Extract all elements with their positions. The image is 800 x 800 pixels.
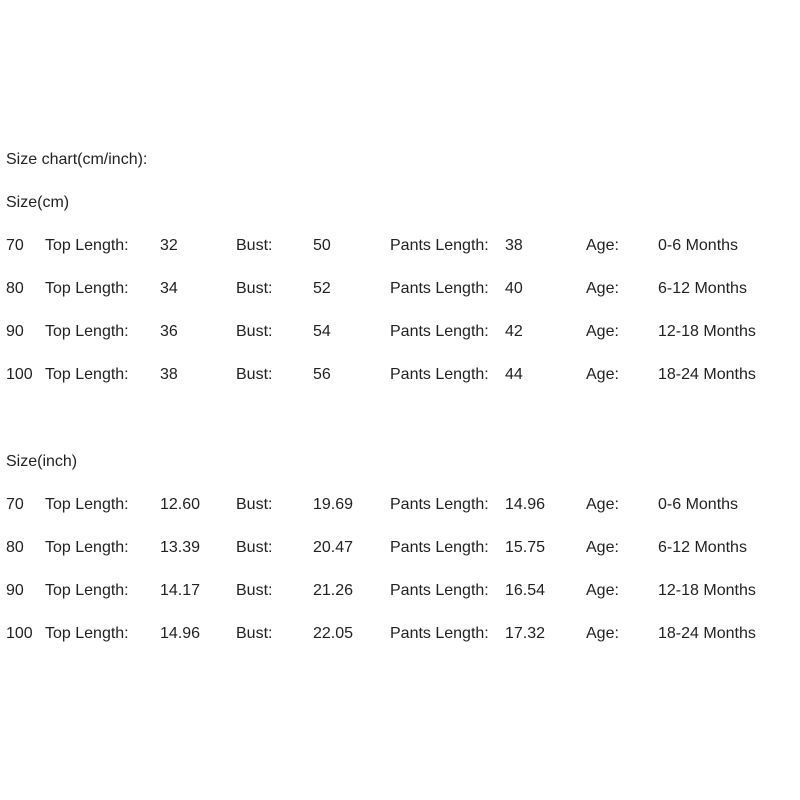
age-label: Age: [586, 496, 619, 513]
bust-label: Bust: [236, 496, 273, 513]
pants-length-value: 17.32 [505, 625, 546, 642]
table-row [0, 624, 800, 644]
top-length-label: Top Length: [45, 582, 129, 599]
bust-value: 52 [313, 280, 331, 297]
bust-label: Bust: [236, 366, 273, 383]
bust-label: Bust: [236, 323, 273, 340]
pants-length-value: 16.54 [505, 582, 546, 599]
size-value: 70 [6, 237, 24, 254]
table-row [0, 581, 800, 601]
age-label: Age: [586, 323, 619, 340]
age-value: 12-18 Months [658, 582, 756, 599]
table-row [0, 538, 800, 558]
bust-value: 56 [313, 366, 331, 383]
age-label: Age: [586, 539, 619, 556]
top-length-value: 12.60 [160, 496, 201, 513]
bust-value: 50 [313, 237, 331, 254]
pants-length-label: Pants Length: [390, 323, 489, 340]
section-heading-inch: Size(inch) [6, 453, 78, 470]
size-value: 90 [6, 323, 24, 340]
top-length-value: 36 [160, 323, 178, 340]
top-length-value: 38 [160, 366, 178, 383]
age-value: 12-18 Months [658, 323, 756, 340]
top-length-value: 14.17 [160, 582, 201, 599]
size-value: 100 [6, 366, 33, 383]
top-length-value: 14.96 [160, 625, 201, 642]
pants-length-value: 38 [505, 237, 523, 254]
top-length-label: Top Length: [45, 237, 129, 254]
top-length-label: Top Length: [45, 323, 129, 340]
pants-length-label: Pants Length: [390, 582, 489, 599]
pants-length-label: Pants Length: [390, 280, 489, 297]
pants-length-value: 44 [505, 366, 523, 383]
bust-value: 54 [313, 323, 331, 340]
bust-label: Bust: [236, 582, 273, 599]
top-length-value: 34 [160, 280, 178, 297]
size-value: 80 [6, 280, 24, 297]
age-label: Age: [586, 366, 619, 383]
bust-label: Bust: [236, 237, 273, 254]
bust-label: Bust: [236, 539, 273, 556]
age-value: 18-24 Months [658, 625, 756, 642]
pants-length-value: 15.75 [505, 539, 546, 556]
table-row [0, 322, 800, 342]
bust-value: 22.05 [313, 625, 354, 642]
bust-value: 19.69 [313, 496, 354, 513]
age-value: 18-24 Months [658, 366, 756, 383]
pants-length-value: 40 [505, 280, 523, 297]
pants-length-label: Pants Length: [390, 539, 489, 556]
age-label: Age: [586, 280, 619, 297]
age-value: 0-6 Months [658, 237, 739, 254]
age-label: Age: [586, 625, 619, 642]
table-row [0, 495, 800, 515]
table-row [0, 365, 800, 385]
pants-length-label: Pants Length: [390, 237, 489, 254]
pants-length-label: Pants Length: [390, 366, 489, 383]
age-value: 6-12 Months [658, 539, 747, 556]
bust-label: Bust: [236, 625, 273, 642]
size-value: 90 [6, 582, 24, 599]
bust-value: 20.47 [313, 539, 354, 556]
top-length-value: 32 [160, 237, 178, 254]
pants-length-label: Pants Length: [390, 625, 489, 642]
age-label: Age: [586, 582, 619, 599]
pants-length-value: 14.96 [505, 496, 546, 513]
top-length-label: Top Length: [45, 625, 129, 642]
age-value: 0-6 Months [658, 496, 739, 513]
pants-length-value: 42 [505, 323, 523, 340]
table-row [0, 236, 800, 256]
bust-label: Bust: [236, 280, 273, 297]
size-value: 80 [6, 539, 24, 556]
table-row [0, 279, 800, 299]
top-length-label: Top Length: [45, 496, 129, 513]
page-title: Size chart(cm/inch): [6, 151, 148, 168]
size-value: 100 [6, 625, 33, 642]
pants-length-label: Pants Length: [390, 496, 489, 513]
age-label: Age: [586, 237, 619, 254]
size-value: 70 [6, 496, 24, 513]
top-length-value: 13.39 [160, 539, 201, 556]
top-length-label: Top Length: [45, 539, 129, 556]
age-value: 6-12 Months [658, 280, 747, 297]
top-length-label: Top Length: [45, 280, 129, 297]
bust-value: 21.26 [313, 582, 354, 599]
section-heading-cm: Size(cm) [6, 194, 70, 211]
top-length-label: Top Length: [45, 366, 129, 383]
